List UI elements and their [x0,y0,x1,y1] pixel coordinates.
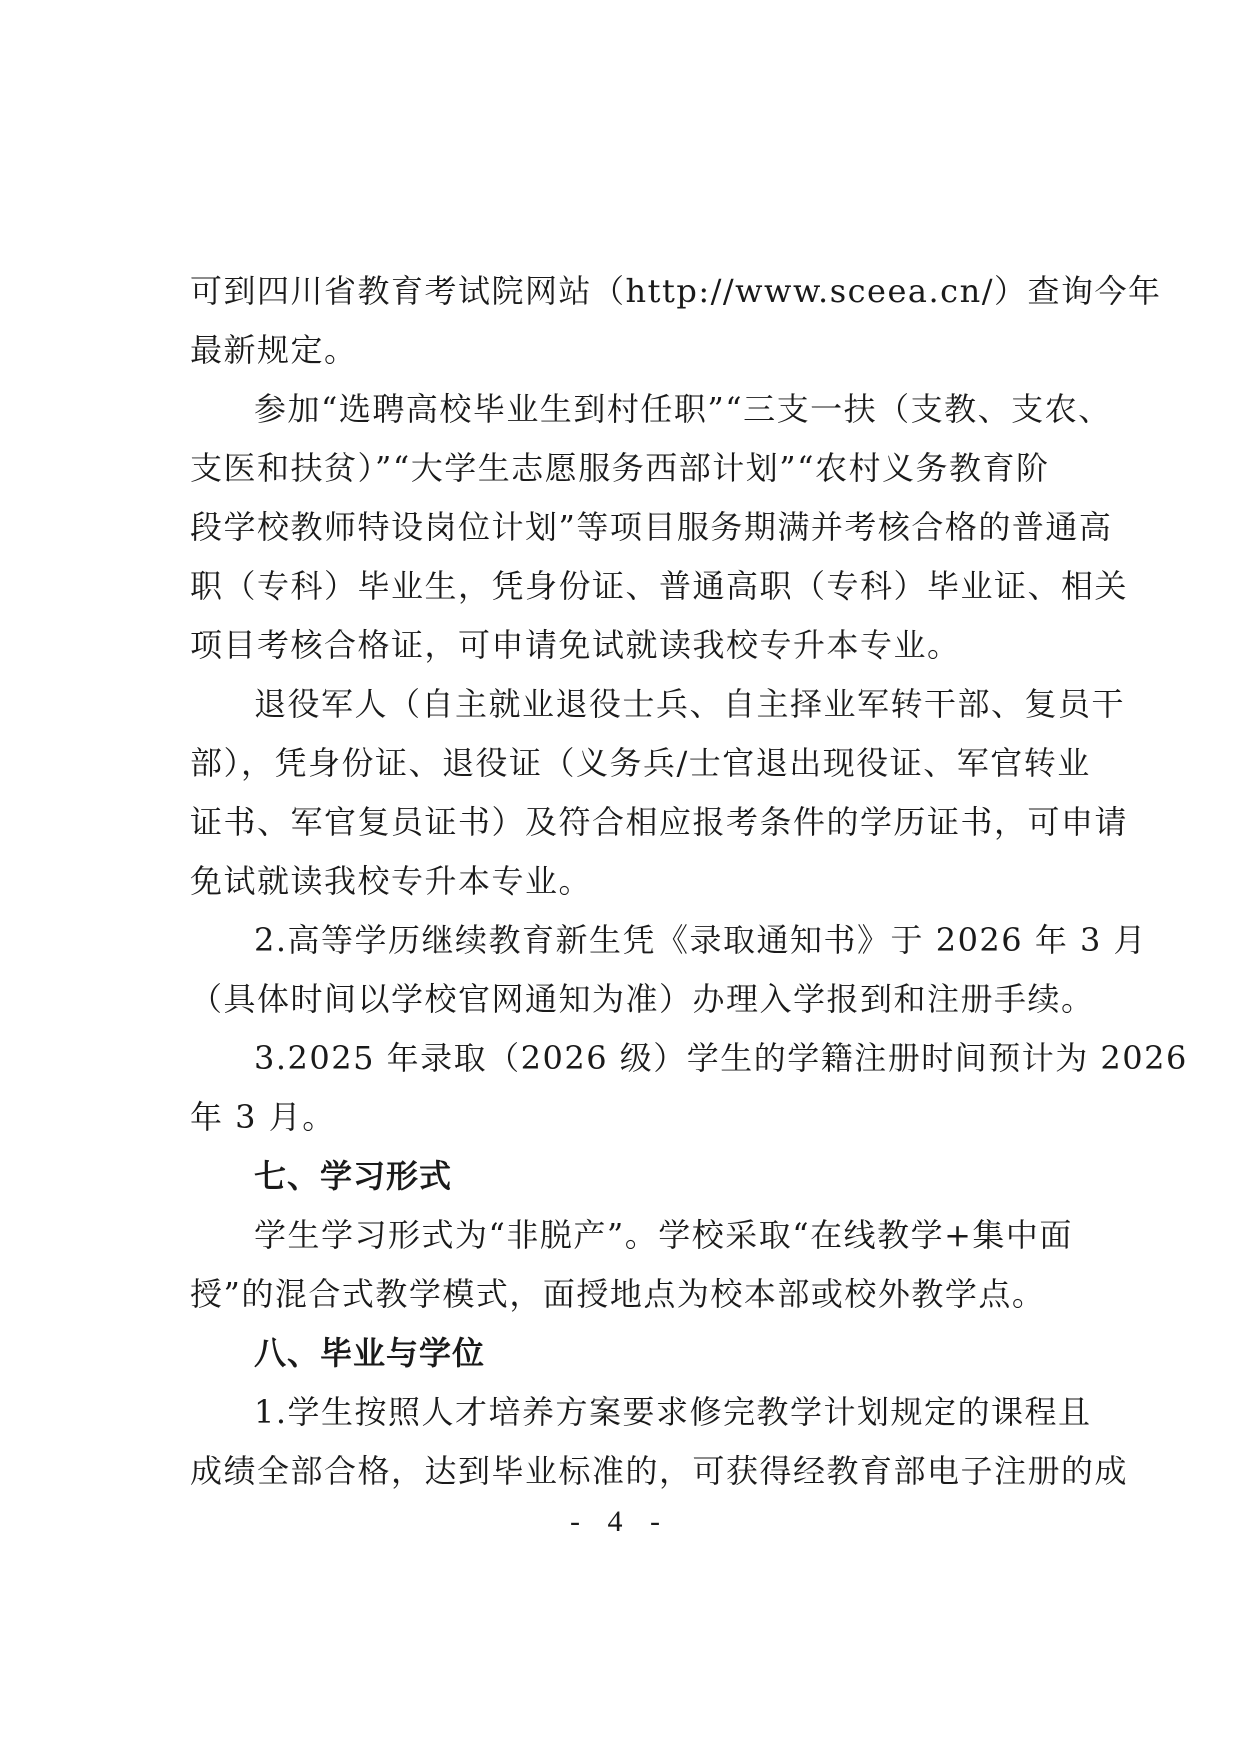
text-line: 证书、军官复员证书）及符合相应报考条件的学历证书，可申请 [190,803,1129,841]
text-line: 免试就读我校专升本专业。 [190,862,593,900]
section-heading-graduation-degree: 八、毕业与学位 [254,1334,486,1372]
text-line: 段学校教师特设岗位计划”等项目服务期满并考核合格的普通高 [190,508,1113,546]
paragraph-start: 退役军人（自主就业退役士兵、自主择业军转干部、复员干 [254,685,1126,723]
paragraph-start: 学生学习形式为“非脱产”。学校采取“在线教学+集中面 [254,1216,1073,1254]
paragraph-start: 3.2025 年录取（2026 级）学生的学籍注册时间预计为 2026 [254,1039,1188,1077]
paragraph-start: 1.学生按照人才培养方案要求修完教学计划规定的课程且 [254,1393,1092,1431]
document-body [190,262,1188,1501]
text-line: 职（专科）毕业生，凭身份证、普通高职（专科）毕业证、相关 [190,567,1129,605]
text-line: 支医和扶贫）”“大学生志愿服务西部计划”“农村义务教育阶 [190,449,1050,487]
text-line: 授”的混合式教学模式，面授地点为校本部或校外教学点。 [190,1275,1046,1313]
text-line: （具体时间以学校官网通知为准）办理入学报到和注册手续。 [190,980,1095,1018]
text-line: 成绩全部合格，达到毕业标准的，可获得经教育部电子注册的成 [190,1452,1129,1490]
page-number: - 4 - [570,1505,670,1538]
text-line: 年 3 月。 [190,1098,336,1136]
paragraph-start: 2.高等学历继续教育新生凭《录取通知书》于 2026 年 3 月 [254,921,1148,959]
text-line: 最新规定。 [190,331,358,369]
paragraph-start: 参加“选聘高校毕业生到村任职”“三支一扶（支教、支农、 [254,390,1112,428]
text-line: 可到四川省教育考试院网站（http://www.sceea.cn/）查询今年 [190,272,1162,310]
text-line: 项目考核合格证，可申请免试就读我校专升本专业。 [190,626,961,664]
text-line: 部），凭身份证、退役证（义务兵/士官退出现役证、军官转业 [190,744,1091,782]
section-heading-learning-form: 七、学习形式 [254,1157,453,1195]
